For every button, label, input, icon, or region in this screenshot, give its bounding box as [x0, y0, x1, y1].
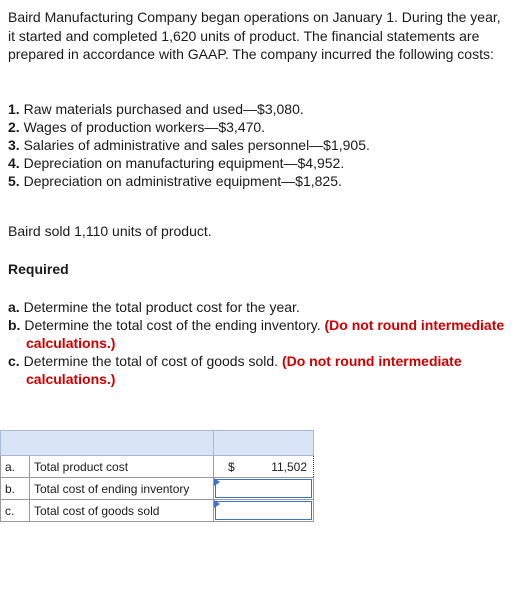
input-box[interactable]: [215, 479, 312, 498]
table-header-row: [1, 431, 314, 456]
cost-number: 4.: [8, 154, 20, 171]
required-heading: Required: [8, 260, 69, 277]
cost-text: Raw materials purchased and used—$3,080.: [23, 100, 304, 117]
amount-value: 11,502: [271, 460, 307, 474]
cost-item: [8, 118, 520, 136]
requirement-note: (Do not round intermediate calculations.): [26, 316, 505, 351]
header-cell-amount: [214, 431, 314, 456]
row-letter: b.: [1, 478, 30, 500]
row-label: Total cost of goods sold: [30, 500, 214, 522]
requirement-item: [8, 298, 520, 316]
requirements-list: [8, 298, 520, 388]
cost-of-goods-sold-input[interactable]: [214, 500, 314, 522]
input-box[interactable]: [215, 501, 312, 520]
requirement-letter: c.: [8, 352, 20, 369]
units-sold-text: Baird sold 1,110 units of product.: [8, 222, 212, 239]
cost-number: 5.: [8, 172, 20, 189]
cost-text: Salaries of administrative and sales personnel—$1,905.: [23, 136, 370, 153]
cost-list: [8, 100, 520, 190]
row-label: Total cost of ending inventory: [30, 478, 214, 500]
row-letter: c.: [1, 500, 30, 522]
problem-page: [8, 8, 520, 388]
cost-item: [8, 172, 520, 190]
cost-number: 3.: [8, 136, 20, 153]
requirement-item: [8, 316, 520, 352]
input-flag-icon: [214, 478, 220, 486]
requirement-letter: b.: [8, 316, 21, 333]
table-row: [1, 478, 314, 500]
header-cell-labels: [1, 431, 214, 456]
cost-number: 2.: [8, 118, 20, 135]
total-product-cost-input[interactable]: [214, 456, 314, 478]
cost-text: Depreciation on manufacturing equipment—$4,952.: [23, 154, 345, 171]
cost-text: Depreciation on administrative equipment—$1,825.: [23, 172, 342, 189]
requirement-text: Determine the total product cost for the year.: [23, 298, 300, 315]
currency-symbol: $: [228, 460, 235, 474]
requirement-text: Determine the total of cost of goods sold.: [23, 352, 279, 369]
problem-intro: Baird Manufacturing Company began operations on January 1. During the year, it started and completed 1,620 units of product. The financial statements are prepared in accordance with GAAP. The company incurred the following costs:: [8, 9, 501, 62]
requirement-item: [8, 352, 520, 388]
cost-item: [8, 154, 520, 172]
requirement-note: (Do not round intermediate calculations.): [26, 352, 462, 387]
ending-inventory-cost-input[interactable]: [214, 478, 314, 500]
answer-table: [0, 430, 314, 522]
cost-item: [8, 136, 520, 154]
input-flag-icon: [214, 500, 220, 508]
answer-table-wrapper: [0, 430, 314, 522]
requirement-letter: a.: [8, 298, 20, 315]
row-label: Total product cost: [30, 456, 214, 478]
cost-number: 1.: [8, 100, 20, 117]
requirement-text: Determine the total cost of the ending inventory.: [24, 316, 321, 333]
table-row: [1, 500, 314, 522]
row-letter: a.: [1, 456, 30, 478]
table-row: [1, 456, 314, 478]
cost-item: [8, 100, 520, 118]
cost-text: Wages of production workers—$3,470.: [23, 118, 266, 135]
